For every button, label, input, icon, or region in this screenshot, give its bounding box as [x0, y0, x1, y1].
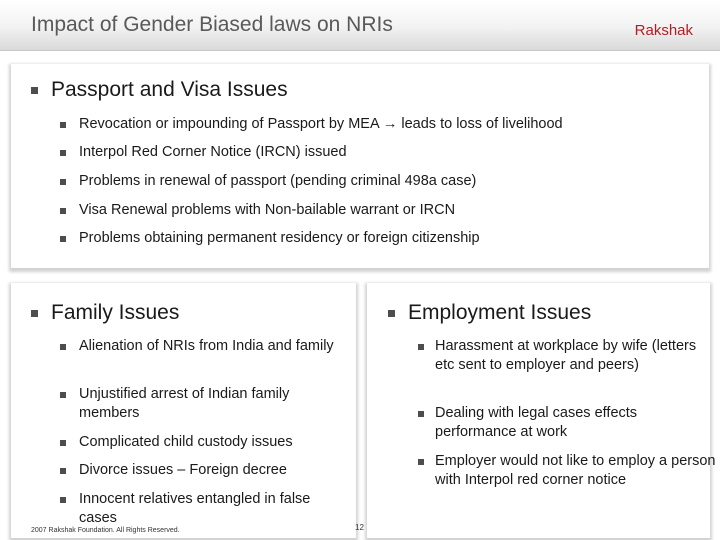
bullet-square-icon — [388, 310, 395, 317]
passport-item-1: Revocation or impounding of Passport by MEA → leads to loss of livelihood — [79, 116, 563, 132]
copyright-footer: 2007 Rakshak Foundation. All Rights Reserved. — [31, 527, 180, 534]
bullet-square-icon — [60, 440, 66, 446]
slide-title: Impact of Gender Biased laws on NRIs — [31, 13, 393, 36]
bullet-square-icon — [60, 497, 66, 503]
family-item-5: Innocent relatives entangled in false cases — [79, 491, 311, 526]
passport-item-5: Problems obtaining permanent residency or foreign citizenship — [79, 230, 480, 246]
employment-item-1: Harassment at workplace by wife (letters etc sent to employer and peers) — [435, 338, 697, 373]
bullet-square-icon — [60, 344, 66, 350]
bullet-square-icon — [60, 236, 66, 242]
bullet-square-icon — [31, 87, 38, 94]
brand-logo-text: Rakshak — [634, 22, 693, 39]
family-item-4: Divorce issues – Foreign decree — [79, 462, 287, 478]
bullet-square-icon — [418, 411, 424, 417]
bullet-square-icon — [418, 344, 424, 350]
bullet-square-icon — [60, 150, 66, 156]
bullet-square-icon — [60, 208, 66, 214]
passport-item-4: Visa Renewal problems with Non-bailable warrant or IRCN — [79, 202, 456, 218]
bullet-square-icon — [60, 122, 66, 128]
passport-visa-heading: Passport and Visa Issues — [51, 78, 288, 101]
bullet-square-icon — [418, 459, 424, 465]
passport-item-3: Problems in renewal of passport (pending criminal 498a case) — [79, 173, 477, 189]
bullet-square-icon — [31, 310, 38, 317]
employment-item-2: Dealing with legal cases effects performance at work — [435, 405, 638, 440]
bullet-square-icon — [60, 468, 66, 474]
employment-item-3: Employer would not like to employ a person with Interpol red corner notice — [435, 453, 716, 488]
family-issues-heading: Family Issues — [51, 301, 180, 324]
slide-header — [0, 0, 720, 51]
family-item-1: Alienation of NRIs from India and family — [79, 338, 334, 354]
page-number: 12 — [355, 523, 364, 532]
bullet-square-icon — [60, 392, 66, 398]
passport-item-2: Interpol Red Corner Notice (IRCN) issued — [79, 144, 347, 160]
bullet-square-icon — [60, 179, 66, 185]
family-item-3: Complicated child custody issues — [79, 434, 293, 450]
employment-issues-heading: Employment Issues — [408, 301, 592, 324]
family-item-2: Unjustified arrest of Indian family members — [79, 386, 290, 421]
